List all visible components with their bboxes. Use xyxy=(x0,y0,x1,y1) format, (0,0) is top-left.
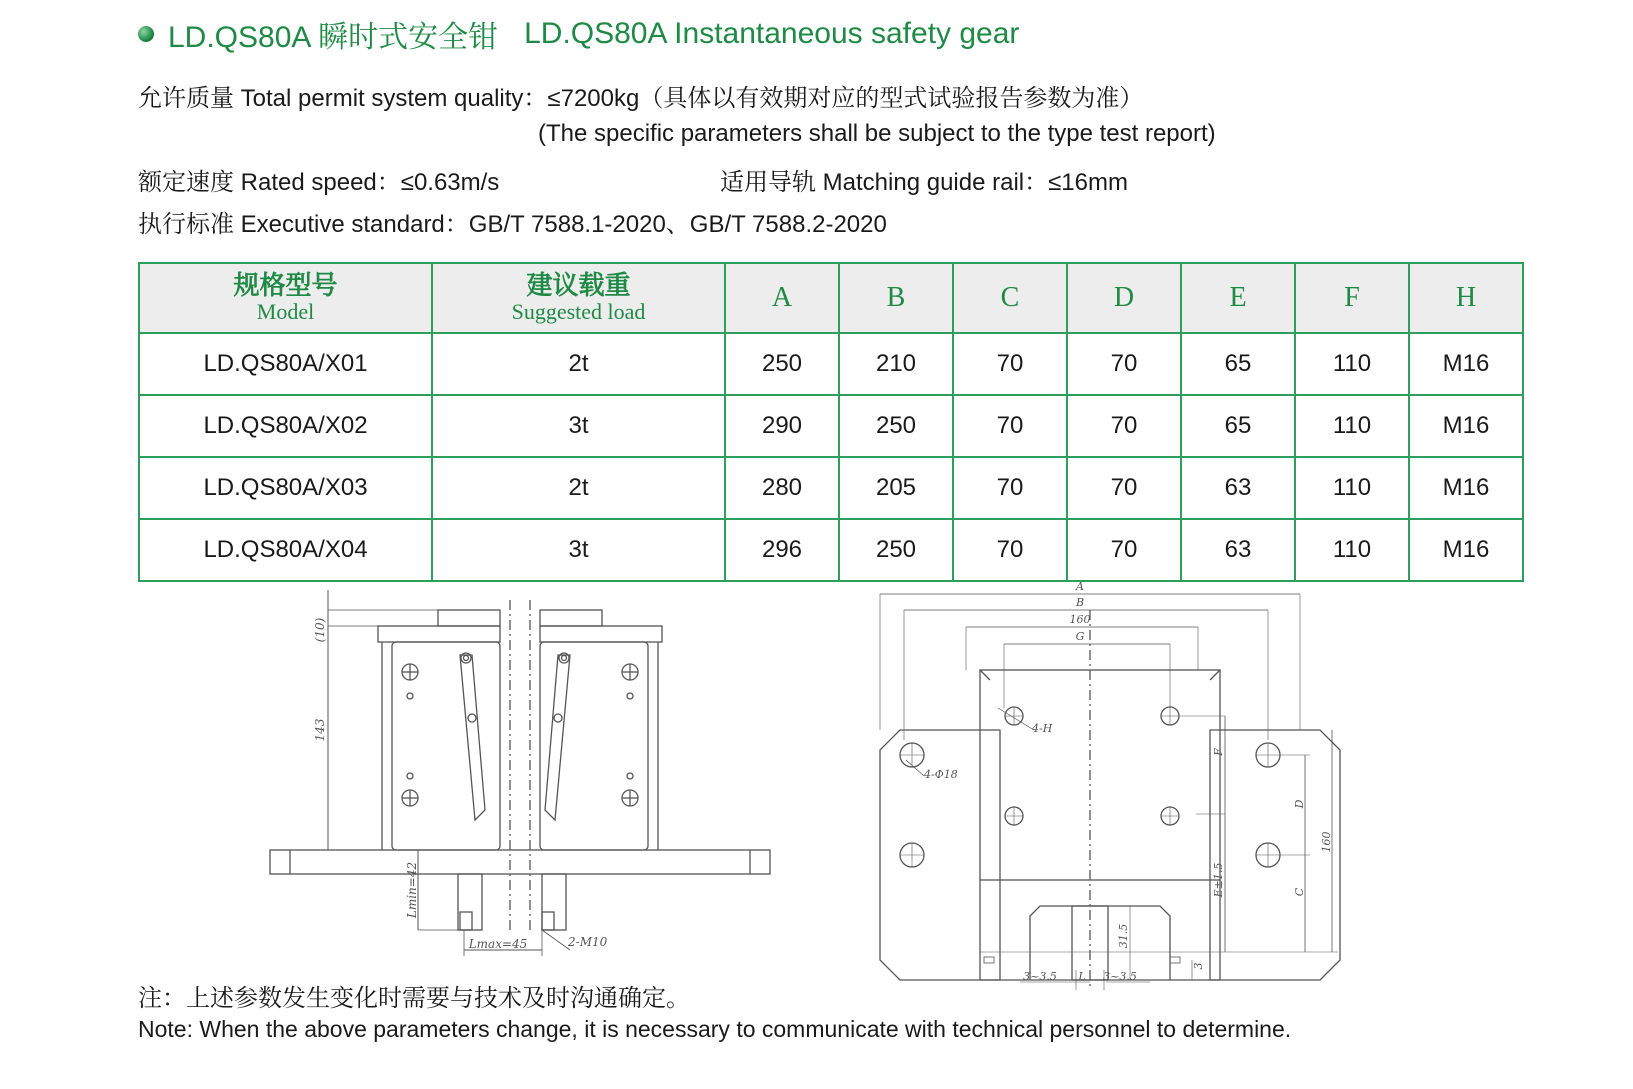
header-load xyxy=(432,263,725,333)
cell-h: M16 xyxy=(1409,333,1523,395)
cell-b: 250 xyxy=(839,395,953,457)
cell-e: 63 xyxy=(1181,519,1295,581)
cell-f: 110 xyxy=(1295,395,1409,457)
header-load-en: Suggested load xyxy=(511,299,646,324)
header-a: A xyxy=(725,263,839,333)
header-d: D xyxy=(1067,263,1181,333)
spec-standard: 执行标准 Executive standard：GB/T 7588.1-2020、GB/T 7588.2-2020 xyxy=(138,211,887,238)
main-body xyxy=(980,670,1220,880)
cell-d: 70 xyxy=(1067,519,1181,581)
cell-c: 70 xyxy=(953,519,1067,581)
cell-h: M16 xyxy=(1409,519,1523,581)
title-zh: LD.QS80A 瞬时式安全钳 xyxy=(168,21,499,54)
dim-31-5-label: 31.5 xyxy=(1117,923,1130,949)
page-title xyxy=(138,12,1019,56)
cell-c: 70 xyxy=(953,457,1067,519)
spec-speed: 额定速度 Rated speed：≤0.63m/s xyxy=(138,169,500,196)
callout-bolt-label: 2-M10 xyxy=(568,935,608,949)
dim-3-35-left-label: 3~3.5 xyxy=(1023,970,1057,983)
cell-f: 110 xyxy=(1295,333,1409,395)
left-housing xyxy=(392,642,500,850)
cell-a: 290 xyxy=(725,395,839,457)
dim-e-label: E±1.5 xyxy=(1212,862,1225,898)
header-e: E xyxy=(1181,263,1295,333)
dim-c-label: C xyxy=(1293,887,1306,897)
cell-d: 70 xyxy=(1067,395,1181,457)
table-row xyxy=(139,333,1523,395)
table-row xyxy=(139,395,1523,457)
header-b: B xyxy=(839,263,953,333)
title-en: LD.QS80A Instantaneous safety gear xyxy=(524,17,1020,50)
front-view-drawing xyxy=(260,600,780,990)
callout-holes-18-label: 4-Φ18 xyxy=(924,768,958,781)
cell-f: 110 xyxy=(1295,457,1409,519)
cell-c: 70 xyxy=(953,395,1067,457)
cell-f: 110 xyxy=(1295,519,1409,581)
cell-load: 3t xyxy=(432,395,725,457)
base-plate xyxy=(270,850,770,874)
spec-quality-note: (The specific parameters shall be subject to the type test report) xyxy=(538,120,1216,147)
spec-quality: 允许质量 Total permit system quality：≤7200kg（具体以有效期对应的型式试验报告参数为准） xyxy=(138,85,1144,112)
dim-a-label: A xyxy=(1076,580,1084,593)
dim-d-label: D xyxy=(1293,799,1306,809)
cell-c: 70 xyxy=(953,333,1067,395)
dim-b-label: B xyxy=(1075,596,1085,609)
cell-b: 210 xyxy=(839,333,953,395)
cell-d: 70 xyxy=(1067,457,1181,519)
cell-model: LD.QS80A/X01 xyxy=(139,333,432,395)
parameter-table xyxy=(138,262,1524,582)
cell-e: 65 xyxy=(1181,395,1295,457)
dim-lmax-label: Lmax=45 xyxy=(468,937,528,951)
cell-model: LD.QS80A/X04 xyxy=(139,519,432,581)
header-h: H xyxy=(1409,263,1523,333)
dim-lmin-label: Lmin=42 xyxy=(405,861,419,919)
cell-load: 3t xyxy=(432,519,725,581)
table-row xyxy=(139,457,1523,519)
top-view-drawing xyxy=(880,580,1400,1010)
header-c: C xyxy=(953,263,1067,333)
table-row xyxy=(139,519,1523,581)
note-en: Note: When the above parameters change, it is necessary to communicate with technical personnel to determine. xyxy=(138,1016,1292,1042)
cell-model: LD.QS80A/X02 xyxy=(139,395,432,457)
dim-top-label: (10) xyxy=(313,617,327,643)
dim-160-top-label: 160 xyxy=(1069,613,1091,626)
cell-b: 205 xyxy=(839,457,953,519)
cell-h: M16 xyxy=(1409,395,1523,457)
cell-e: 63 xyxy=(1181,457,1295,519)
cell-e: 65 xyxy=(1181,333,1295,395)
cell-load: 2t xyxy=(432,457,725,519)
dim-height-label: 143 xyxy=(313,718,327,742)
header-model xyxy=(139,263,432,333)
dim-160-side-label: 160 xyxy=(1320,831,1333,853)
dim-3-35-right-label: 3~3.5 xyxy=(1103,970,1137,983)
cell-b: 250 xyxy=(839,519,953,581)
cell-a: 296 xyxy=(725,519,839,581)
spec-rail: 适用导轨 Matching guide rail：≤16mm xyxy=(720,169,1128,196)
cell-model: LD.QS80A/X03 xyxy=(139,457,432,519)
header-model-en: Model xyxy=(256,299,315,324)
cell-load: 2t xyxy=(432,333,725,395)
note-zh: 注：上述参数发生变化时需要与技术及时沟通确定。 xyxy=(138,985,690,1012)
dim-3-label: 3 xyxy=(1192,962,1205,970)
header-model-zh: 规格型号 xyxy=(233,271,338,300)
cell-a: 250 xyxy=(725,333,839,395)
header-f: F xyxy=(1295,263,1409,333)
bullet-dot-icon xyxy=(138,26,154,42)
callout-holes-h-label: 4-H xyxy=(1032,722,1053,735)
dim-f-label: F xyxy=(1212,748,1225,756)
dim-g-label: G xyxy=(1075,630,1085,643)
dim-l-label: L xyxy=(1078,970,1086,983)
header-load-zh: 建议载重 xyxy=(526,271,631,300)
cell-h: M16 xyxy=(1409,457,1523,519)
cell-d: 70 xyxy=(1067,333,1181,395)
cell-a: 280 xyxy=(725,457,839,519)
table-header-row xyxy=(139,263,1523,333)
